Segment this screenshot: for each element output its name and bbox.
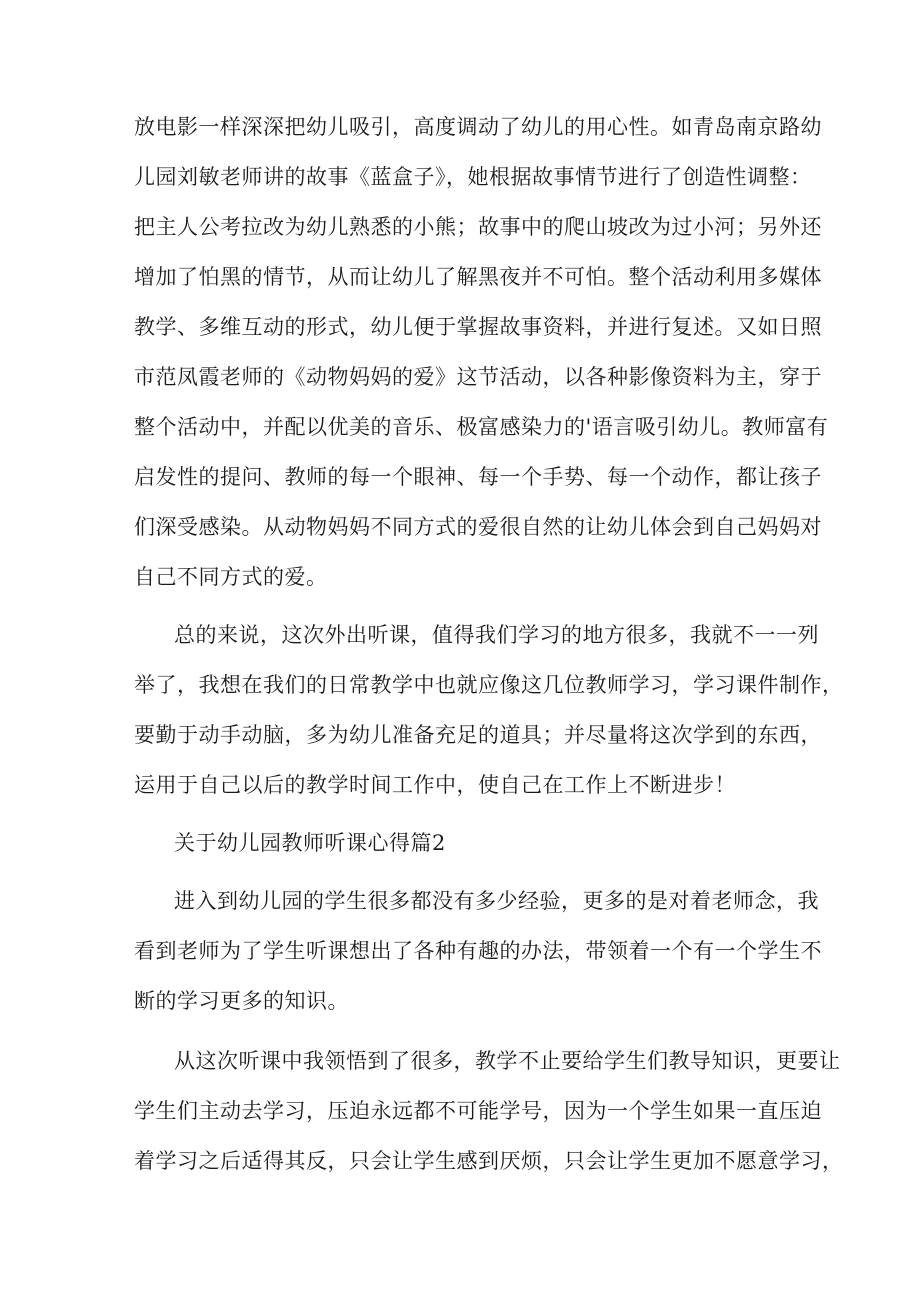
paragraph-4-line-1: 从这次听课中我领悟到了很多，教学不止要给学生们教导知识，更要让 — [174, 1049, 841, 1073]
paragraph-3-line-1: 进入到幼儿园的学生很多都没有多少经验，更多的是对着老师念，我 — [174, 889, 819, 913]
paragraph-4-line-2: 学生们主动去学习，压迫永远都不可能学号，因为一个学生如果一直压迫 — [134, 1099, 822, 1123]
paragraph-4-line-3: 着学习之后适得其反，只会让学生感到厌烦，只会让学生更加不愿意学习， — [134, 1149, 844, 1173]
section-heading: 关于幼儿园教师听课心得篇2 — [174, 831, 446, 855]
paragraph-3-line-2: 看到老师为了学生听课想出了各种有趣的办法，带领着一个有一个学生不 — [134, 939, 822, 963]
paragraph-2-line-2: 举了，我想在我们的日常教学中也就应像这几位教师学习，学习课件制作， — [134, 673, 844, 697]
paragraph-1-line-4: 增加了怕黑的情节，从而让幼儿了解黑夜并不可怕。整个活动利用多媒体 — [134, 265, 822, 289]
paragraph-2-line-4: 运用于自己以后的教学时间工作中，使自己在工作上不断进步！ — [134, 773, 736, 797]
paragraph-1-line-3: 把主人公考拉改为幼儿熟悉的小熊；故事中的爬山坡改为过小河；另外还 — [134, 215, 822, 239]
paragraph-1-line-5: 教学、多维互动的形式，幼儿便于掌握故事资料，并进行复述。又如日照 — [134, 315, 822, 339]
paragraph-1-line-2: 儿园刘敏老师讲的故事《蓝盒子》，她根据故事情节进行了创造性调整： — [134, 165, 812, 189]
paragraph-1-line-1: 放电影一样深深把幼儿吸引，高度调动了幼儿的用心性。如青岛南京路幼 — [134, 115, 822, 139]
paragraph-1-line-7: 整个活动中，并配以优美的音乐、极富感染力的'语言吸引幼儿。教师富有 — [134, 415, 829, 439]
paragraph-2-line-1: 总的来说，这次外出听课，值得我们学习的地方很多，我就不一一列 — [174, 623, 819, 647]
paragraph-1-line-8: 启发性的提问、教师的每一个眼神、每一个手势、每一个动作，都让孩子 — [134, 465, 822, 489]
paragraph-1-line-6: 市范凤霞老师的《动物妈妈的爱》这节活动，以各种影像资料为主，穿于 — [134, 365, 822, 389]
paragraph-1-line-10: 自己不同方式的爱。 — [134, 565, 328, 589]
paragraph-3-line-3: 断的学习更多的知识。 — [134, 989, 349, 1013]
paragraph-1-line-9: 们深受感染。从动物妈妈不同方式的爱很自然的让幼儿体会到自己妈妈对 — [134, 515, 822, 539]
paragraph-2-line-3: 要勤于动手动脑，多为幼儿准备充足的道具；并尽量将这次学到的东西， — [134, 723, 822, 747]
